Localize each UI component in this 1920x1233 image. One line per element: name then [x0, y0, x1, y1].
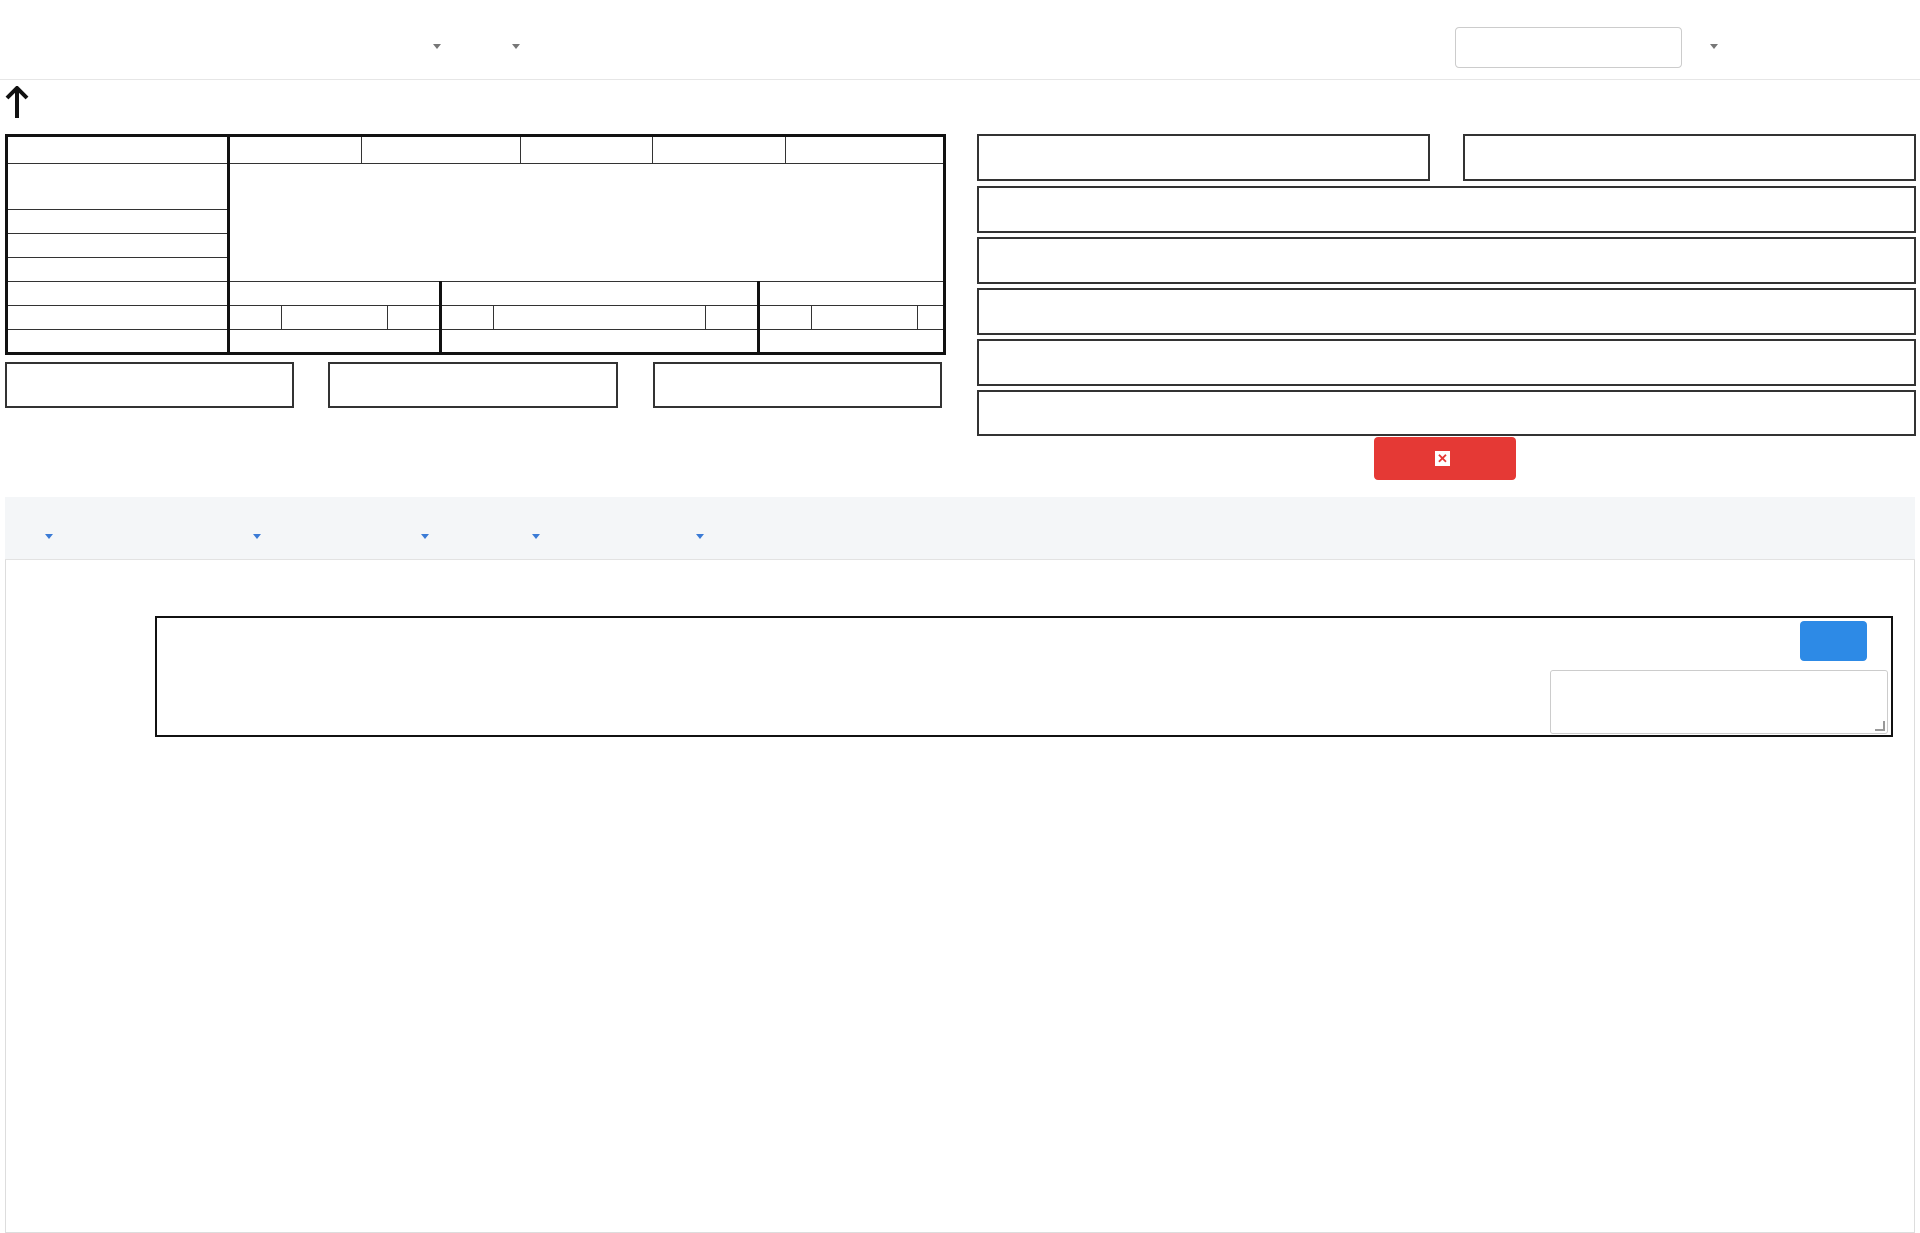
curve-thoracic	[441, 282, 759, 306]
case-date[interactable]	[7, 164, 229, 210]
other-note-box[interactable]	[977, 390, 1916, 436]
group-upper-extrem	[361, 136, 520, 164]
group-head-neck	[229, 136, 362, 164]
tab-outside-records[interactable]	[688, 528, 704, 546]
history-box[interactable]	[977, 186, 1916, 233]
visits-count-box[interactable]	[5, 362, 294, 408]
row-label-curve	[7, 282, 229, 306]
group-low-back	[653, 136, 786, 164]
resize-grip-icon[interactable]	[1875, 721, 1885, 731]
alert-box[interactable]	[977, 237, 1916, 284]
reeval-box[interactable]	[977, 288, 1916, 335]
nav-office-dropdown[interactable]	[425, 38, 441, 56]
scoliosis-left-type	[812, 305, 918, 329]
frequency-box[interactable]	[328, 362, 618, 408]
row-label-degen	[7, 329, 229, 353]
tab-initial-reeval[interactable]	[37, 528, 53, 546]
curve-cervical	[229, 282, 441, 306]
row-label-spondylosis	[7, 258, 229, 282]
scoliosis-left-value	[918, 305, 945, 329]
scoliosis-cell	[282, 305, 388, 329]
scoliosis-cell	[229, 305, 282, 329]
row-label-vertebral	[7, 210, 229, 234]
scoliosis-right-side	[441, 305, 494, 329]
scoliosis-right-type	[494, 305, 706, 329]
row-label-scoliosis	[7, 305, 229, 329]
degen-thoracic	[441, 329, 759, 353]
case-number	[7, 136, 229, 164]
nav-send-dropdown[interactable]	[504, 38, 520, 56]
tab-bar	[5, 497, 1915, 560]
degen-lumbar	[759, 329, 945, 353]
case-spine-table	[5, 134, 946, 355]
tab-office-records[interactable]	[524, 528, 540, 546]
note-box-right[interactable]	[1463, 134, 1916, 181]
scoliosis-right-value	[706, 305, 759, 329]
send-button[interactable]	[1800, 621, 1867, 661]
back-up-arrow-icon[interactable]	[4, 86, 30, 120]
note-box-left[interactable]	[977, 134, 1430, 181]
nav-search-input[interactable]	[1455, 27, 1682, 68]
summary-none-box[interactable]	[653, 362, 942, 408]
degen-cervical	[229, 329, 441, 353]
message-textarea[interactable]	[1550, 670, 1888, 734]
tab-x-rays[interactable]	[413, 528, 429, 546]
nav-form-library-dropdown[interactable]	[1702, 38, 1718, 56]
group-pelvis	[785, 136, 944, 164]
row-label-disc	[7, 234, 229, 258]
close-icon: ✕	[1435, 451, 1450, 466]
group-mid-back	[520, 136, 653, 164]
scoliosis-cell	[388, 305, 441, 329]
cancel-case-button[interactable]	[1374, 437, 1516, 480]
top-navbar	[0, 0, 1920, 80]
curve-lumbar	[759, 282, 945, 306]
records-panel	[5, 497, 1915, 1233]
cvp-box[interactable]	[977, 339, 1916, 386]
tab-case-summary[interactable]	[245, 528, 261, 546]
scoliosis-left-side	[759, 305, 812, 329]
